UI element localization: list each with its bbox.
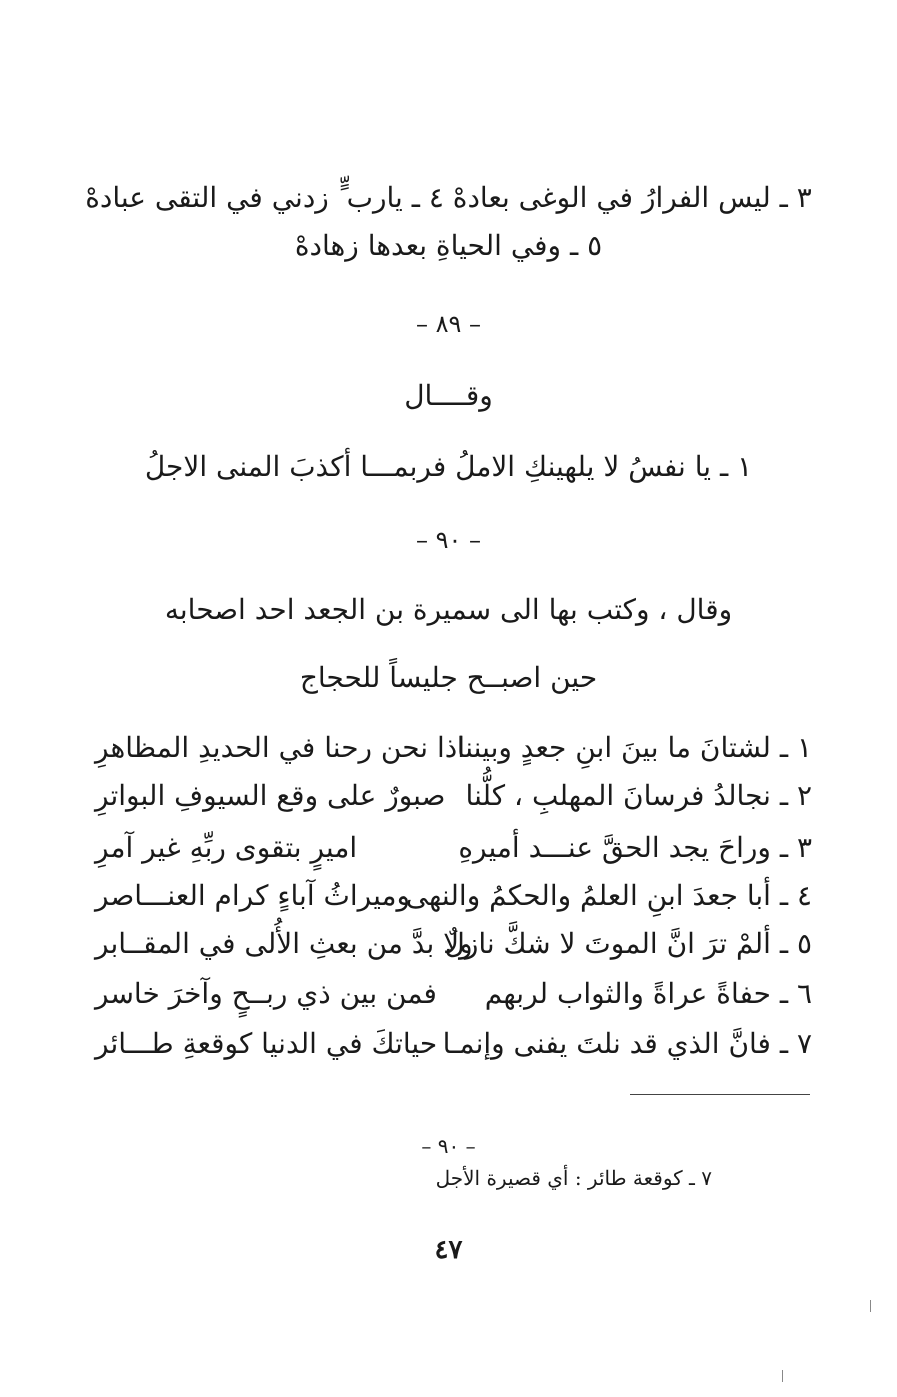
section-89-verse: ١ ـ يا نفسُ لا يلهينكِ الاملُ فربمـــا أكذبَ المنى الاجلُ — [144, 450, 753, 483]
top-verse-line-2: ٥ ـ وفي الحياةِ بعدها زهادهْ — [294, 229, 603, 262]
verse-2-first-hemistich: ٢ ـ نجالدُ فرسانَ المهلبِ ، كلُّنا — [465, 779, 812, 812]
verse-7-first-hemistich: ٧ ـ فانَّ الذي قد نلتَ يفنى وإنمـا — [442, 1027, 812, 1060]
section-89-heading: وقــــال — [404, 379, 493, 412]
scan-mark — [782, 1370, 783, 1382]
verse-6-second-hemistich: فمن بين ذي ربــحٍ وآخرَ خاسر — [95, 977, 437, 1010]
section-90-heading-line-2: حين اصبــح جليساً للحجاج — [299, 661, 598, 694]
verse-6-first-hemistich: ٦ ـ حفاةً عراةً والثواب لربهم — [484, 977, 812, 1010]
verse-1-first-hemistich: ١ ـ لشتانَ ما بينَ ابنِ جعدٍ وبيننا — [456, 731, 812, 764]
verse-2-second-hemistich: صبورٌ على وقع السيوفِ البواترِ — [95, 779, 446, 812]
verse-5-second-hemistich: ولا بدَّ من بعثِ الأُلى في المقــابر — [95, 927, 473, 960]
verse-4-second-hemistich: وميراثُ آباءٍ كرام العنـــاصر — [95, 879, 411, 912]
footnote-text: ٧ ـ كوقعة طائر : أي قصيرة الأجل — [435, 1166, 712, 1190]
scan-mark — [870, 1300, 871, 1312]
section-number-89: – ٨٩ – — [415, 310, 482, 338]
verse-3-second-hemistich: اميرٍ بتقوى ربِّهِ غير آمرِ — [95, 831, 358, 864]
verse-5-first-hemistich: ٥ ـ ألمْ ترَ انَّ الموتَ لا شكَّ نازلٌ — [444, 927, 812, 960]
top-verse-line-1: ٣ ـ ليس الفرارُ في الوغى بعادهْ ٤ ـ يارب ٍّ زدني في التقى عبادهْ — [85, 181, 812, 214]
verse-1-second-hemistich: اذا نحن رحنا في الحديدِ المظاهرِ — [95, 731, 466, 764]
section-90-heading-line-1: وقال ، وكتب بها الى سميرة بن الجعد احد اصحابه — [164, 593, 733, 626]
verse-3-first-hemistich: ٣ ـ وراحَ يجد الحقَّ عنـــد أميرهِ — [458, 831, 812, 864]
page-number: ٤٧ — [434, 1235, 463, 1265]
verse-4-first-hemistich: ٤ ـ أبا جعدَ ابنِ العلمُ والحكمُ والنهى — [405, 879, 812, 912]
verse-7-second-hemistich: حياتكَ في الدنيا كوقعةِ طـــائر — [95, 1027, 438, 1060]
footnote-section-number: – ٩٠ – — [421, 1134, 476, 1158]
section-number-90: – ٩٠ – — [415, 526, 482, 554]
footnote-separator — [630, 1094, 810, 1095]
